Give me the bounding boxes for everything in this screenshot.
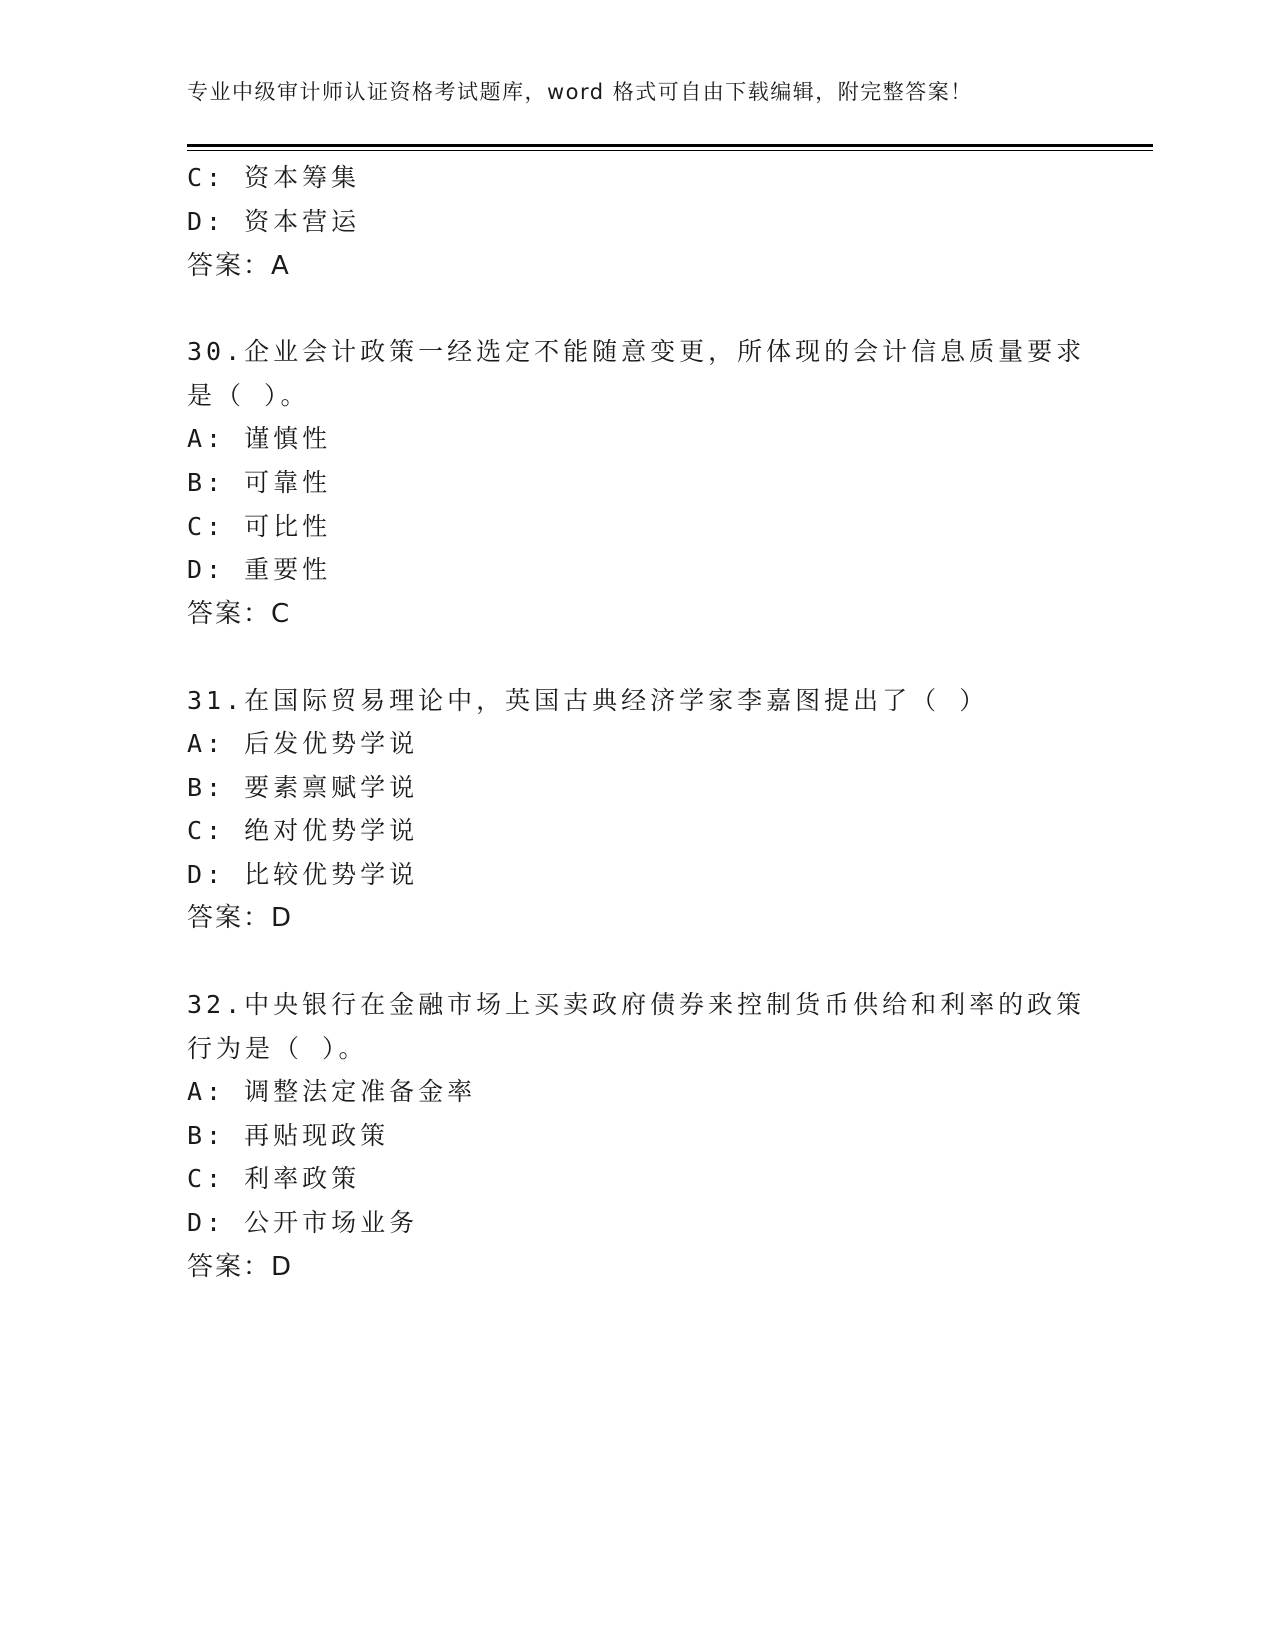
- q30-option-d: D: 重要性: [187, 555, 332, 584]
- q32-option-c: C: 利率政策: [187, 1164, 361, 1193]
- q29-option-d: D: 资本营运: [187, 207, 361, 236]
- q32-option-b: B: 再贴现政策: [187, 1121, 390, 1150]
- q29-option-c: C: 资本筹集: [187, 163, 361, 192]
- q32-answer: 答案：D: [187, 1252, 294, 1282]
- q31-option-c: C: 绝对优势学说: [187, 816, 419, 845]
- q29-answer: 答案：A: [187, 251, 291, 281]
- q30-stem-line2: 是（ ）。: [187, 381, 310, 410]
- q32-stem-line2: 行为是（ ）。: [187, 1034, 368, 1063]
- header-rule-thin: [187, 150, 1153, 151]
- q30-answer: 答案：C: [187, 599, 292, 629]
- q32-option-d: D: 公开市场业务: [187, 1208, 419, 1237]
- q32-option-a: A: 调整法定准备金率: [187, 1077, 477, 1106]
- q31-answer: 答案：D: [187, 903, 294, 933]
- q30-stem-line1: 30.企业会计政策一经选定不能随意变更，所体现的会计信息质量要求: [187, 337, 1086, 366]
- q30-option-a: A: 谨慎性: [187, 424, 332, 453]
- q30-option-b: B: 可靠性: [187, 468, 332, 497]
- q31-option-d: D: 比较优势学说: [187, 860, 419, 889]
- q31-stem-line1: 31.在国际贸易理论中，英国古典经济学家李嘉图提出了（ ）: [187, 686, 989, 715]
- page-header: 专业中级审计师认证资格考试题库，word 格式可自由下载编辑，附完整答案！: [187, 80, 973, 104]
- q30-option-c: C: 可比性: [187, 512, 332, 541]
- header-rule-thick: [187, 144, 1153, 147]
- q31-option-a: A: 后发优势学说: [187, 729, 419, 758]
- q32-stem-line1: 32.中央银行在金融市场上买卖政府债券来控制货币供给和利率的政策: [187, 990, 1086, 1019]
- q31-option-b: B: 要素禀赋学说: [187, 773, 419, 802]
